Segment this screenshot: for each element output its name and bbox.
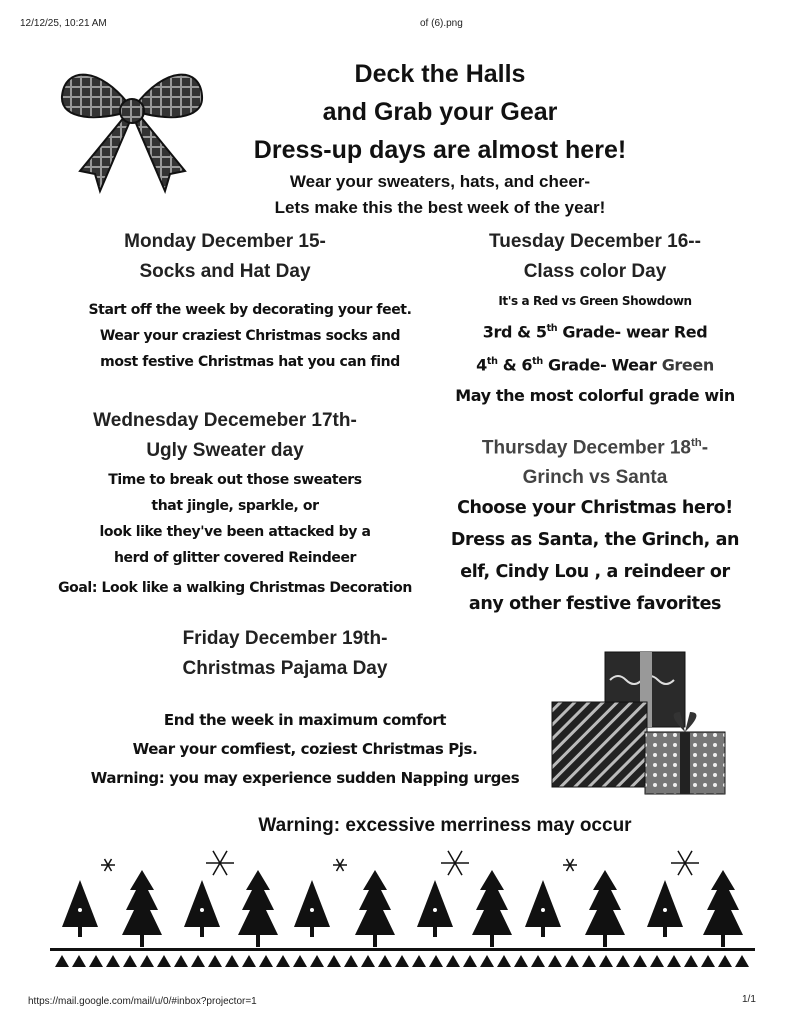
thursday-line: Dress as Santa, the Grinch, an	[450, 530, 740, 550]
wednesday-line: Time to break out those sweaters	[108, 472, 362, 488]
monday-line: most festive Christmas hat you can find	[100, 354, 400, 370]
christmas-trees-border-icon	[50, 845, 755, 970]
wednesday-line: herd of glitter covered Reindeer	[113, 550, 357, 566]
print-datetime: 12/12/25, 10:21 AM	[20, 18, 107, 29]
tuesday-line-2: 4th & 6th Grade- Wear Green	[476, 355, 714, 375]
wednesday-goal: Goal: Look like a walking Christmas Decoration	[58, 580, 412, 596]
monday-line: Wear your craziest Christmas socks and	[99, 328, 401, 344]
monday-section	[60, 227, 390, 287]
thursday-line: elf, Cindy Lou , a reindeer or	[460, 562, 730, 582]
tuesday-theme: Class color Day	[523, 261, 667, 282]
wednesday-heading: Wednesday Decemeber 17th-	[93, 410, 357, 431]
title-line-4: Wear your sweaters, hats, and cheer-	[289, 172, 591, 191]
tuesday-line-1: 3rd & 5th Grade- wear Red	[482, 322, 708, 342]
title-line-5: Lets make this the best week of the year!	[274, 198, 606, 217]
friday-line: Warning: you may experience sudden Napping urges	[90, 769, 520, 787]
closing-warning: Warning: excessive merriness may occur	[258, 815, 632, 836]
thursday-line: Choose your Christmas hero!	[457, 498, 733, 518]
bow-icon	[60, 66, 205, 206]
print-url: https://mail.google.com/mail/u/0/#inbox?projector=1	[28, 996, 257, 1007]
friday-line: Wear your comfiest, coziest Christmas Pjs.	[132, 740, 478, 758]
thursday-line: any other festive favorites	[468, 594, 722, 614]
friday-theme: Christmas Pajama Day	[182, 658, 388, 679]
monday-line: Start off the week by decorating your feet.	[88, 302, 412, 318]
wednesday-line: that jingle, sparkle, or	[151, 498, 319, 514]
tuesday-tagline: It's a Red vs Green Showdown	[498, 294, 692, 308]
wednesday-theme: Ugly Sweater day	[146, 440, 304, 461]
print-page: 1/1	[742, 994, 756, 1005]
wednesday-line: look like they've been attacked by a	[99, 524, 371, 540]
gift-boxes-icon	[550, 640, 730, 800]
friday-heading: Friday December 19th-	[182, 628, 388, 649]
title-line-2: and Grab your Gear	[322, 98, 558, 126]
title-line-1: Deck the Halls	[354, 60, 526, 88]
friday-line: End the week in maximum comfort	[163, 711, 447, 729]
tuesday-line-3: May the most colorful grade win	[455, 385, 735, 405]
thursday-heading: Thursday December 18th-	[481, 437, 709, 459]
tuesday-section	[430, 227, 760, 287]
print-filename: of (6).png	[420, 18, 463, 29]
tuesday-heading: Tuesday December 16--	[489, 231, 701, 252]
monday-heading: Monday December 15-	[124, 231, 326, 252]
title-line-3: Dress-up days are almost here!	[253, 136, 627, 164]
thursday-theme: Grinch vs Santa	[522, 467, 668, 489]
monday-theme: Socks and Hat Day	[139, 261, 311, 282]
